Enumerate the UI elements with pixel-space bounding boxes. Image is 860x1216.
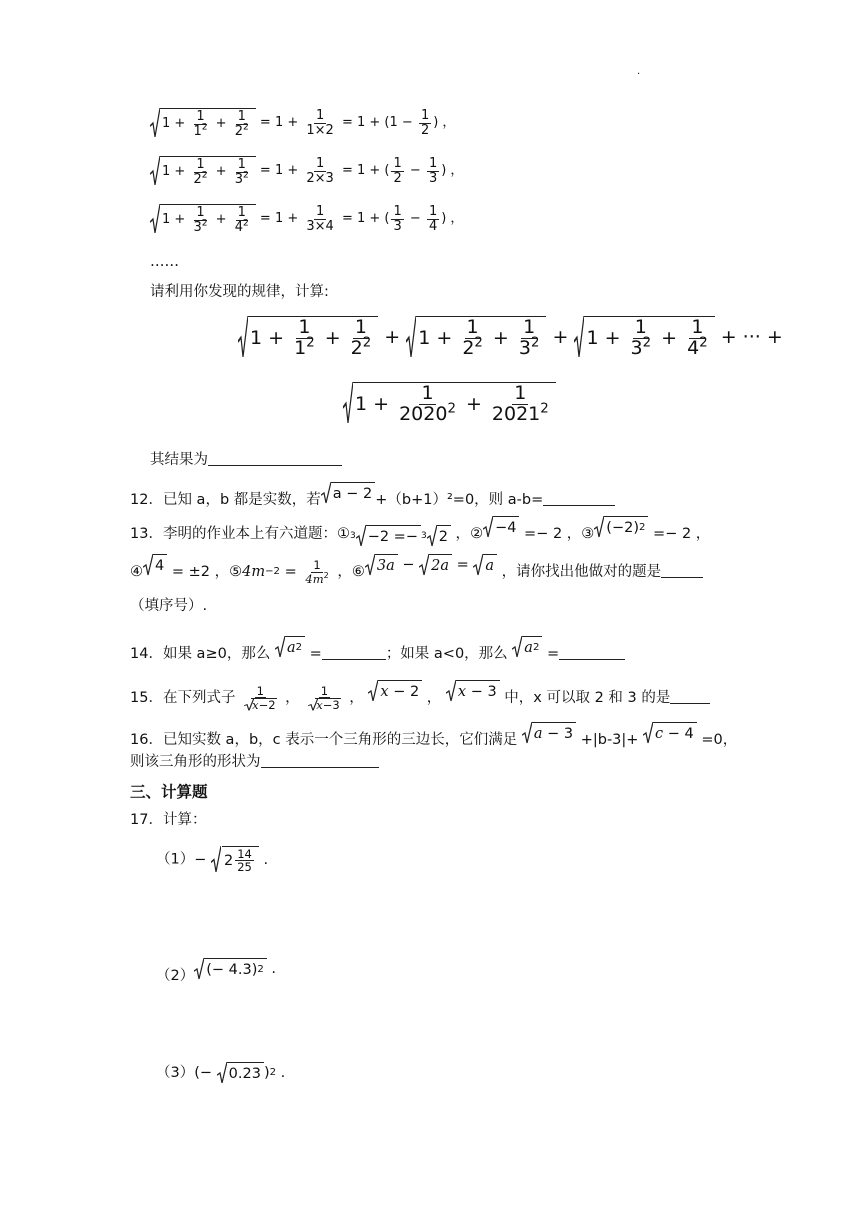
q15-expr-4: x − 3 [446,680,500,702]
q13-t2: −4 [493,516,519,538]
fraction: $\frac{1}{1^2}$ [294,316,315,359]
sqrt-term: 1 + $\frac{1}{3^2}$ + $\frac{1}{4^2}$ [574,316,714,359]
q17-p1-num: 14 [237,847,252,861]
q13-t4b: = ±2 ， [167,564,230,580]
sqrt-term: 1 + $\frac{1}{2020^2}$ + $\frac{1}{2021^2}$ [343,382,556,425]
q14-mid2: ；如果 a<0，那么 [385,646,513,662]
q14-pre: 14．如果 a≥0，那么 [130,646,275,662]
q17-p1-den: 25 [237,860,252,875]
big-sum-last-term [343,382,556,425]
q15-post: 中，x 可以取 2 和 3 的是 [499,690,671,706]
fraction: $\frac{1}{2\times 3}$ [306,156,334,186]
q14-end: = [542,646,560,662]
q17-p3-label: （3） [156,1065,195,1081]
q12-text-post: +（b+1）²=0，则 a-b= [375,492,544,508]
q16-line2-text: 则该三角形的形状为 [130,754,261,770]
ellipsis: …… [150,254,179,270]
item-marker: ① [336,526,350,542]
q15-expr-1: 1 x −2 [242,685,278,711]
q13-t1: −2 =− [366,525,421,547]
q13-line2-text: ，请你找出他做对的题是 [497,564,662,580]
q14-blank-1 [322,644,386,660]
sqrt-term: 1 + $\frac{1}{3^2}$ + $\frac{1}{4^2}$ [150,204,256,234]
q16-mid: +|b-3|+ [576,732,644,748]
q13-t6c: a [485,558,495,574]
question-14: 14．如果 a≥0，那么 a 2 = ；如果 a<0，那么 a 2 = [130,636,625,664]
q17-part-3: （3） (− 0.23 ) 2 . [156,1062,285,1084]
q17-p2-inner: (− 4.3) [206,962,258,978]
q16-blank [261,752,379,768]
q16-pre: 16．已知实数 a，b，c 表示一个三角形的三边长，它们满足 [130,732,522,748]
q15-expr-2: 1 x −3 [306,685,342,711]
q14-blank-2 [559,644,625,660]
fraction: $\frac{1}{1^2}$ [193,109,208,139]
answer-blank [208,450,342,466]
fraction: $\frac{1}{3^2}$ [234,157,249,187]
q13-t3: (−2) [606,520,639,536]
fraction: $\frac{1}{3}$ [393,204,402,234]
q13-t3b: =− 2 ， [648,526,711,542]
q13-t6a: 3a [376,558,395,574]
item-marker: ④ [130,564,143,580]
q15-blank [670,688,710,704]
fraction: $\frac{1}{2021^2}$ [491,382,549,425]
fraction: $\frac{1}{4^2}$ [234,205,249,235]
fraction: $\frac{1}{3\times 4}$ [306,204,334,234]
question-15: 15．在下列式子 1 x −2 ， 1 x −3 ， x − 2 ， x − 3 中，x 可以取 2 和 3 的是 [130,680,710,711]
q12-sqrt [321,482,375,504]
q14-mid: = [305,646,322,662]
q13-t5c: 1 [313,558,321,573]
fraction: $\frac{1}{4^2}$ [687,316,708,359]
fraction: $\frac{1}{3^2}$ [193,205,208,235]
fraction: $\frac{1}{2^2}$ [193,157,208,187]
item-marker: ③ [581,526,595,542]
pattern-row: 1 + $\frac{1}{3^2}$ + $\frac{1}{4^2}$ = 1 + $\frac{1}{3\times 4}$ = 1 + ( $\frac{1}{3}$ − $\frac{1}{4}$ ) ， [150,204,463,234]
q16-end: =0， [696,732,738,748]
fraction: $\frac{1}{2^2}$ [350,316,372,359]
item-marker: ② [470,526,484,542]
result-label: 其结果为 [150,452,208,468]
item-marker: ⑤ [229,564,243,580]
fraction: $\frac{1}{1\times 2}$ [306,108,334,138]
q13-t2b: =− 2 ， [519,526,582,542]
fraction: $\frac{1}{2}$ [420,108,430,138]
question-12 [130,482,615,510]
q13-blank [661,562,703,578]
q13-t5d: 4m [305,571,324,586]
instruction-text: 请利用你发现的规律，计算: [150,284,329,300]
q13-t5a: 4m [242,564,266,580]
big-sum-expression: 1 + $\frac{1}{1^2}$ + $\frac{1}{2^2}$ + 1 + $\frac{1}{2^2}$ + $\frac{1}{3^2}$ + 1 + $\frac{1}{3^2}$ + $\frac{1}{4^2}$ + ··· + [238,316,783,359]
q17-p3-inner: 0.23 [227,1062,264,1084]
q17-p2-label: （2） [156,968,195,984]
item-marker: ⑥ [351,564,365,580]
question-13-line3: （填序号）. [130,598,208,614]
question-13-line2: ④ 4 = ±2 ，⑤ 4m −2 = $\frac{1}{4m^2}$ ，⑥ 3a − 2a = a ，请你找出他做对的题是 [130,554,703,585]
q13-t5e: ， [332,564,352,580]
q17-p1-whole: 2 [224,852,234,869]
pattern-row: 1 + $\frac{1}{1^2}$ + $\frac{1}{2^2}$ = 1 + $\frac{1}{1\times 2}$ = 1 + ( 1 − $\frac{1}{2}$ ) ， [150,108,455,138]
sqrt-term: 1 + $\frac{1}{1^2}$ + $\frac{1}{2^2}$ [238,316,378,359]
fraction: $\frac{1}{3^2}$ [630,316,652,359]
pattern-row: 1 + $\frac{1}{2^2}$ + $\frac{1}{3^2}$ = 1 + $\frac{1}{2\times 3}$ = 1 + ( $\frac{1}{2}$ − $\frac{1}{3}$ ) ， [150,156,463,186]
question-16-line1: 16．已知实数 a，b，c 表示一个三角形的三边长，它们满足 a − 3 +|b-3|+ c − 4 =0， [130,722,737,750]
sqrt-term: 1 + $\frac{1}{2^2}$ + $\frac{1}{3^2}$ [406,316,546,359]
section-heading: 三、计算题 [130,783,208,801]
header-dot: . [637,66,641,77]
q13-intro: 13．李明的作业本上有六道题： [130,526,337,542]
fraction: $\frac{1}{2020^2}$ [399,382,456,425]
fraction: $\frac{1}{3^2}$ [518,316,540,359]
question-13-line1: 13．李明的作业本上有六道题：① 3 −2 =− 3 2 ，② −4 =− 2 ，③ (−2) 2 =− 2 ， [130,516,710,547]
q12-radicand: a − 2 [331,482,375,504]
fraction: $\frac{1}{2}$ [393,156,402,186]
q12-text-pre: 12．已知 a，b 都是实数，若 [130,492,321,508]
q15-pre: 15．在下列式子 [130,690,241,706]
q13-t6b: 2a [431,558,449,574]
result-line [150,450,342,470]
q17-part-2: （2） (− 4.3) 2 . [156,958,276,986]
sqrt-term: 1 + $\frac{1}{1^2}$ + $\frac{1}{2^2}$ [150,108,256,138]
sqrt-term: 1 + $\frac{1}{2^2}$ + $\frac{1}{3^2}$ [150,156,256,186]
fraction: $\frac{1}{4}$ [428,204,438,234]
fraction: $\frac{1}{3}$ [428,156,438,186]
fraction: $\frac{1}{2^2}$ [462,316,483,359]
q13-t1b: 2 [437,525,451,547]
question-16-line2 [130,752,379,772]
fraction: $\frac{1}{2^2}$ [234,109,249,139]
q12-blank [543,490,615,506]
q17-p1-label: （1） [156,851,195,868]
question-17-title: 17．计算： [130,812,207,828]
q15-expr-3: x − 2 [368,680,422,702]
q17-part-1: （1） − 2 $\frac{14}{25}$ . [156,847,269,875]
q13-t4: 4 [153,554,167,576]
